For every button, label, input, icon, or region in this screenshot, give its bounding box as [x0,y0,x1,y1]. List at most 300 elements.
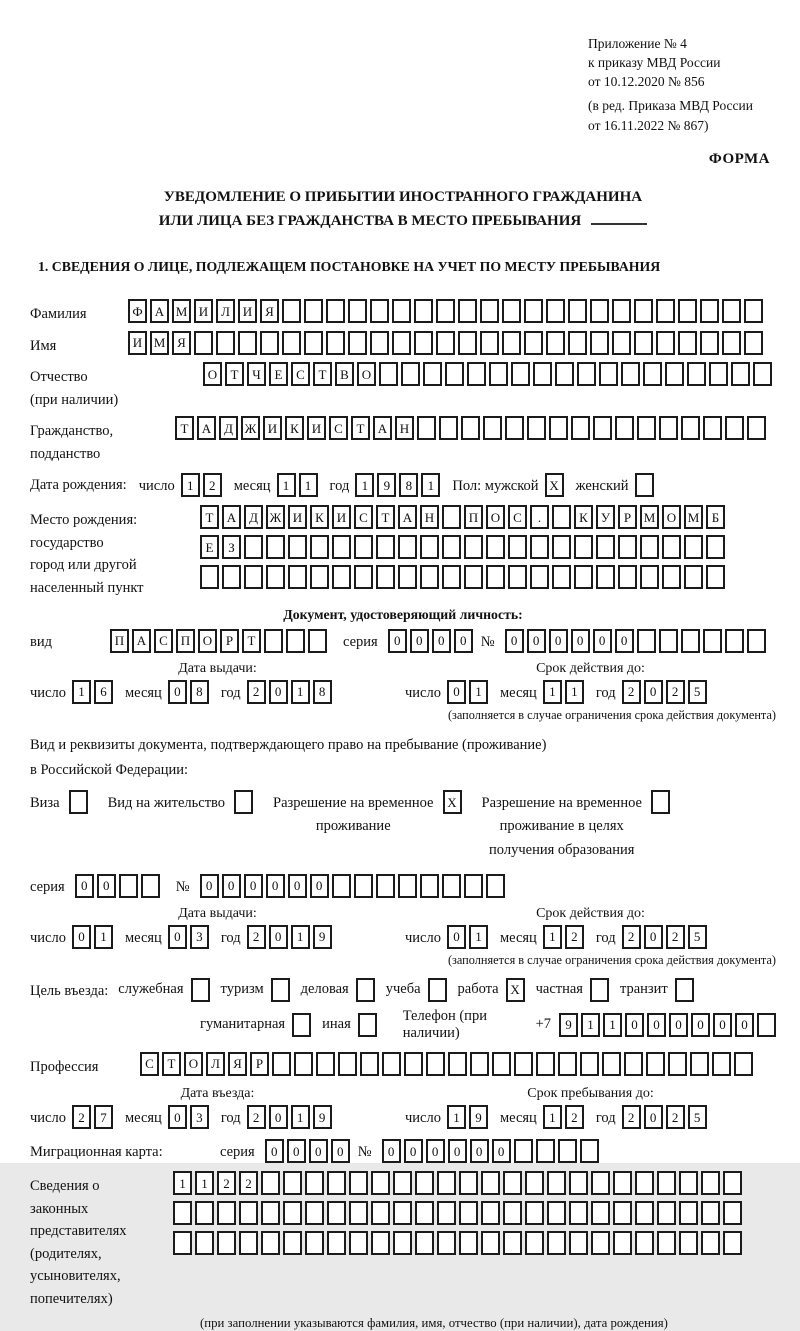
birth-place-cell[interactable]: Е [200,535,219,559]
entry-day-cell[interactable]: 2 [72,1105,91,1129]
legal-reps-cell[interactable] [591,1171,610,1195]
legal-reps-cell[interactable] [481,1201,500,1225]
birth-place-cell[interactable]: О [486,505,505,529]
birth-place-cell[interactable] [420,535,439,559]
legal-reps-cell[interactable] [723,1171,742,1195]
birth-place-cell[interactable] [332,535,351,559]
doc-issue-year-cell[interactable]: 1 [291,680,310,704]
legal-reps-cell[interactable] [327,1231,346,1255]
legal-reps-cell[interactable]: 2 [217,1171,236,1195]
birth-place-cell[interactable] [442,565,461,589]
legal-reps-cell[interactable] [635,1171,654,1195]
given-name-cell[interactable] [326,331,345,355]
patronymic-cell[interactable] [621,362,640,386]
entry-day-cell[interactable]: 7 [94,1105,113,1129]
legal-reps-cell[interactable] [569,1231,588,1255]
given-name-cell[interactable]: Я [172,331,191,355]
doc-number-cell[interactable] [659,629,678,653]
citizenship-cell[interactable] [703,416,722,440]
legal-reps-cell[interactable] [701,1171,720,1195]
stay-issue-year-cell[interactable]: 9 [313,925,332,949]
legal-reps-cell[interactable] [657,1201,676,1225]
legal-reps-cell[interactable] [679,1201,698,1225]
doc-number-cell[interactable] [747,629,766,653]
legal-reps-cell[interactable] [393,1201,412,1225]
surname-cell[interactable] [524,299,543,323]
stay-option-temporary-residence-checkbox[interactable]: X [443,790,462,814]
birth-place-cell[interactable] [420,565,439,589]
legal-reps-cell[interactable] [371,1201,390,1225]
surname-cell[interactable] [348,299,367,323]
surname-cell[interactable] [590,299,609,323]
migration-number-cell[interactable]: 0 [382,1139,401,1163]
legal-reps-cell[interactable] [591,1231,610,1255]
citizenship-cell[interactable] [593,416,612,440]
legal-reps-cell[interactable] [635,1201,654,1225]
legal-reps-cell[interactable] [679,1171,698,1195]
patronymic-cell[interactable] [445,362,464,386]
legal-reps-cell[interactable] [393,1231,412,1255]
surname-cell[interactable] [458,299,477,323]
phone-cell[interactable]: 0 [713,1013,732,1037]
surname-cell[interactable] [656,299,675,323]
stay-number-cell[interactable] [486,874,505,898]
patronymic-cell[interactable] [533,362,552,386]
patronymic-cell[interactable] [577,362,596,386]
patronymic-cell[interactable]: Ч [247,362,266,386]
citizenship-cell[interactable]: С [329,416,348,440]
purpose-option-checkbox[interactable] [358,1013,377,1037]
profession-cell[interactable] [536,1052,555,1076]
phone-cell[interactable]: 0 [735,1013,754,1037]
doc-kind-cell[interactable]: О [198,629,217,653]
birth-month-cell[interactable]: 1 [277,473,296,497]
legal-reps-cell[interactable] [503,1201,522,1225]
entry-year-cell[interactable]: 2 [247,1105,266,1129]
birth-place-cell[interactable] [222,565,241,589]
surname-cell[interactable] [678,299,697,323]
migration-number-cell[interactable]: 0 [426,1139,445,1163]
migration-number-cell[interactable] [536,1139,555,1163]
doc-number-cell[interactable] [637,629,656,653]
given-name-cell[interactable] [744,331,763,355]
birth-place-cell[interactable] [530,535,549,559]
profession-cell[interactable] [316,1052,335,1076]
entry-year-cell[interactable]: 0 [269,1105,288,1129]
citizenship-cell[interactable] [659,416,678,440]
birth-day-cell[interactable]: 2 [203,473,222,497]
stay-valid-year-cell[interactable]: 0 [644,925,663,949]
purpose-option-checkbox[interactable] [271,978,290,1002]
doc-valid-month-cell[interactable]: 1 [565,680,584,704]
stay-number-cell[interactable] [376,874,395,898]
stay-issue-year-cell[interactable]: 2 [247,925,266,949]
legal-reps-cell[interactable] [701,1201,720,1225]
citizenship-cell[interactable] [417,416,436,440]
birth-place-cell[interactable]: У [596,505,615,529]
legal-reps-cell[interactable] [525,1201,544,1225]
given-name-cell[interactable] [370,331,389,355]
given-name-cell[interactable] [414,331,433,355]
migration-series-cell[interactable]: 0 [287,1139,306,1163]
birth-place-cell[interactable] [596,565,615,589]
patronymic-cell[interactable] [599,362,618,386]
legal-reps-cell[interactable] [371,1171,390,1195]
stay-until-year-cell[interactable]: 2 [622,1105,641,1129]
birth-place-cell[interactable]: А [398,505,417,529]
patronymic-cell[interactable] [467,362,486,386]
stay-number-cell[interactable]: 0 [288,874,307,898]
phone-cell[interactable]: 0 [647,1013,666,1037]
legal-reps-cell[interactable] [305,1201,324,1225]
legal-reps-cell[interactable] [657,1171,676,1195]
birth-place-cell[interactable] [354,565,373,589]
purpose-option-checkbox[interactable] [356,978,375,1002]
stay-until-year-cell[interactable]: 5 [688,1105,707,1129]
profession-cell[interactable] [712,1052,731,1076]
birth-place-cell[interactable] [706,565,725,589]
birth-place-cell[interactable] [574,535,593,559]
legal-reps-cell[interactable]: 1 [195,1171,214,1195]
birth-place-cell[interactable]: Т [200,505,219,529]
doc-issue-month-cell[interactable]: 8 [190,680,209,704]
surname-cell[interactable]: М [172,299,191,323]
given-name-cell[interactable] [612,331,631,355]
citizenship-cell[interactable] [615,416,634,440]
birth-place-cell[interactable] [684,535,703,559]
legal-reps-cell[interactable] [547,1171,566,1195]
surname-cell[interactable] [700,299,719,323]
doc-issue-year-cell[interactable]: 0 [269,680,288,704]
legal-reps-cell[interactable] [349,1231,368,1255]
birth-place-cell[interactable] [706,535,725,559]
patronymic-cell[interactable] [511,362,530,386]
doc-issue-month-cell[interactable]: 0 [168,680,187,704]
citizenship-cell[interactable]: А [197,416,216,440]
stay-number-cell[interactable]: 0 [200,874,219,898]
birth-place-cell[interactable] [508,535,527,559]
legal-reps-cell[interactable] [195,1231,214,1255]
legal-reps-cell[interactable] [701,1231,720,1255]
legal-reps-cell[interactable] [437,1201,456,1225]
legal-reps-cell[interactable] [327,1201,346,1225]
patronymic-cell[interactable] [709,362,728,386]
birth-place-cell[interactable] [244,565,263,589]
birth-place-cell[interactable] [464,565,483,589]
birth-place-cell[interactable] [288,565,307,589]
doc-number-cell[interactable] [681,629,700,653]
birth-place-cell[interactable]: . [530,505,549,529]
migration-series-cell[interactable]: 0 [265,1139,284,1163]
doc-kind-cell[interactable]: Р [220,629,239,653]
surname-cell[interactable] [502,299,521,323]
patronymic-cell[interactable] [643,362,662,386]
doc-issue-year-cell[interactable]: 8 [313,680,332,704]
given-name-cell[interactable] [656,331,675,355]
gender-female-checkbox[interactable] [635,473,654,497]
birth-place-cell[interactable] [662,565,681,589]
patronymic-cell[interactable] [665,362,684,386]
birth-place-cell[interactable] [442,505,461,529]
phone-cell[interactable]: 9 [559,1013,578,1037]
doc-valid-year-cell[interactable]: 2 [622,680,641,704]
legal-reps-cell[interactable] [613,1201,632,1225]
legal-reps-cell[interactable] [173,1231,192,1255]
given-name-cell[interactable] [546,331,565,355]
stay-number-cell[interactable] [464,874,483,898]
given-name-cell[interactable] [678,331,697,355]
citizenship-cell[interactable]: Ж [241,416,260,440]
birth-place-cell[interactable] [618,565,637,589]
patronymic-cell[interactable]: С [291,362,310,386]
entry-year-cell[interactable]: 9 [313,1105,332,1129]
stay-number-cell[interactable]: 0 [266,874,285,898]
legal-reps-cell[interactable] [305,1231,324,1255]
birth-year-cell[interactable]: 9 [377,473,396,497]
given-name-cell[interactable] [216,331,235,355]
profession-cell[interactable] [382,1052,401,1076]
doc-issue-day-cell[interactable]: 6 [94,680,113,704]
stay-valid-month-cell[interactable]: 1 [543,925,562,949]
patronymic-cell[interactable] [489,362,508,386]
birth-place-cell[interactable] [288,535,307,559]
citizenship-cell[interactable] [571,416,590,440]
legal-reps-cell[interactable] [525,1231,544,1255]
legal-reps-cell[interactable] [635,1231,654,1255]
doc-valid-day-cell[interactable]: 1 [469,680,488,704]
birth-place-cell[interactable]: Т [376,505,395,529]
legal-reps-cell[interactable] [261,1201,280,1225]
birth-place-cell[interactable]: Б [706,505,725,529]
birth-place-cell[interactable] [486,535,505,559]
birth-place-cell[interactable]: С [354,505,373,529]
legal-reps-cell[interactable] [349,1171,368,1195]
doc-kind-cell[interactable] [286,629,305,653]
stay-number-cell[interactable] [354,874,373,898]
doc-kind-cell[interactable]: А [132,629,151,653]
legal-reps-cell[interactable]: 1 [173,1171,192,1195]
profession-cell[interactable] [294,1052,313,1076]
citizenship-cell[interactable]: Н [395,416,414,440]
legal-reps-cell[interactable] [679,1231,698,1255]
profession-cell[interactable]: Т [162,1052,181,1076]
stay-until-day-cell[interactable]: 9 [469,1105,488,1129]
stay-option-residence-permit-checkbox[interactable] [234,790,253,814]
profession-cell[interactable] [272,1052,291,1076]
profession-cell[interactable] [492,1052,511,1076]
birth-place-cell[interactable]: И [332,505,351,529]
surname-cell[interactable]: И [238,299,257,323]
birth-place-cell[interactable] [200,565,219,589]
patronymic-cell[interactable] [423,362,442,386]
legal-reps-cell[interactable] [723,1201,742,1225]
given-name-cell[interactable] [524,331,543,355]
birth-place-cell[interactable] [442,535,461,559]
birth-place-cell[interactable] [266,565,285,589]
birth-place-cell[interactable]: К [574,505,593,529]
birth-place-cell[interactable] [376,535,395,559]
entry-month-cell[interactable]: 0 [168,1105,187,1129]
citizenship-cell[interactable]: К [285,416,304,440]
doc-number-cell[interactable]: 0 [527,629,546,653]
birth-month-cell[interactable]: 1 [299,473,318,497]
birth-place-cell[interactable] [332,565,351,589]
patronymic-cell[interactable]: Т [313,362,332,386]
legal-reps-cell[interactable] [217,1201,236,1225]
given-name-cell[interactable] [194,331,213,355]
given-name-cell[interactable] [304,331,323,355]
birth-place-cell[interactable] [684,565,703,589]
stay-series-cell[interactable]: 0 [75,874,94,898]
surname-cell[interactable] [480,299,499,323]
given-name-cell[interactable] [480,331,499,355]
legal-reps-cell[interactable] [591,1201,610,1225]
doc-series-cell[interactable]: 0 [410,629,429,653]
migration-series-cell[interactable]: 0 [309,1139,328,1163]
doc-series-cell[interactable]: 0 [388,629,407,653]
surname-cell[interactable]: И [194,299,213,323]
profession-cell[interactable] [624,1052,643,1076]
purpose-option-checkbox[interactable]: X [506,978,525,1002]
doc-kind-cell[interactable]: П [176,629,195,653]
legal-reps-cell[interactable] [261,1171,280,1195]
legal-reps-cell[interactable] [459,1201,478,1225]
surname-cell[interactable]: Ф [128,299,147,323]
birth-place-cell[interactable]: А [222,505,241,529]
legal-reps-cell[interactable] [283,1171,302,1195]
birth-place-cell[interactable] [662,535,681,559]
migration-series-cell[interactable]: 0 [331,1139,350,1163]
stay-number-cell[interactable] [442,874,461,898]
legal-reps-cell[interactable] [195,1201,214,1225]
surname-cell[interactable] [370,299,389,323]
legal-reps-cell[interactable] [327,1171,346,1195]
given-name-cell[interactable]: М [150,331,169,355]
birth-place-cell[interactable]: Р [618,505,637,529]
patronymic-cell[interactable] [379,362,398,386]
citizenship-cell[interactable] [461,416,480,440]
profession-cell[interactable]: С [140,1052,159,1076]
citizenship-cell[interactable]: Д [219,416,238,440]
given-name-cell[interactable] [458,331,477,355]
profession-cell[interactable]: Я [228,1052,247,1076]
stay-series-cell[interactable] [141,874,160,898]
legal-reps-cell[interactable] [481,1171,500,1195]
doc-kind-cell[interactable]: П [110,629,129,653]
doc-valid-year-cell[interactable]: 0 [644,680,663,704]
phone-cell[interactable]: 1 [581,1013,600,1037]
patronymic-cell[interactable]: В [335,362,354,386]
entry-year-cell[interactable]: 1 [291,1105,310,1129]
migration-number-cell[interactable]: 0 [492,1139,511,1163]
legal-reps-cell[interactable] [613,1171,632,1195]
stay-issue-day-cell[interactable]: 0 [72,925,91,949]
surname-cell[interactable] [722,299,741,323]
birth-place-cell[interactable] [508,565,527,589]
legal-reps-cell[interactable] [217,1231,236,1255]
legal-reps-cell[interactable]: 2 [239,1171,258,1195]
profession-cell[interactable] [338,1052,357,1076]
birth-place-cell[interactable]: Н [420,505,439,529]
birth-place-cell[interactable]: К [310,505,329,529]
legal-reps-cell[interactable] [459,1231,478,1255]
birth-place-cell[interactable] [530,565,549,589]
birth-place-cell[interactable] [398,565,417,589]
legal-reps-cell[interactable] [437,1231,456,1255]
surname-cell[interactable] [414,299,433,323]
profession-cell[interactable] [514,1052,533,1076]
stay-series-cell[interactable] [119,874,138,898]
purpose-option-checkbox[interactable] [675,978,694,1002]
doc-kind-cell[interactable] [308,629,327,653]
birth-place-cell[interactable] [486,565,505,589]
birth-year-cell[interactable]: 8 [399,473,418,497]
doc-valid-day-cell[interactable]: 0 [447,680,466,704]
surname-cell[interactable] [744,299,763,323]
citizenship-cell[interactable] [439,416,458,440]
given-name-cell[interactable] [590,331,609,355]
stay-number-cell[interactable]: 0 [244,874,263,898]
stay-until-year-cell[interactable]: 2 [666,1105,685,1129]
birth-place-cell[interactable] [398,535,417,559]
entry-month-cell[interactable]: 3 [190,1105,209,1129]
citizenship-cell[interactable] [725,416,744,440]
doc-number-cell[interactable]: 0 [505,629,524,653]
citizenship-cell[interactable] [505,416,524,440]
surname-cell[interactable] [436,299,455,323]
birth-place-cell[interactable] [376,565,395,589]
birth-place-cell[interactable]: М [640,505,659,529]
stay-valid-month-cell[interactable]: 2 [565,925,584,949]
profession-cell[interactable] [404,1052,423,1076]
birth-place-cell[interactable] [310,535,329,559]
legal-reps-cell[interactable] [283,1231,302,1255]
purpose-option-checkbox[interactable] [590,978,609,1002]
profession-cell[interactable]: О [184,1052,203,1076]
phone-cell[interactable]: 0 [625,1013,644,1037]
stay-valid-day-cell[interactable]: 1 [469,925,488,949]
legal-reps-cell[interactable] [613,1231,632,1255]
birth-place-cell[interactable] [552,565,571,589]
stay-until-year-cell[interactable]: 0 [644,1105,663,1129]
given-name-cell[interactable] [634,331,653,355]
given-name-cell[interactable] [392,331,411,355]
doc-kind-cell[interactable]: Т [242,629,261,653]
profession-cell[interactable] [602,1052,621,1076]
legal-reps-cell[interactable] [173,1201,192,1225]
stay-valid-year-cell[interactable]: 5 [688,925,707,949]
patronymic-cell[interactable] [687,362,706,386]
birth-place-cell[interactable] [640,535,659,559]
citizenship-cell[interactable]: Т [175,416,194,440]
birth-place-cell[interactable]: О [662,505,681,529]
birth-place-cell[interactable] [574,565,593,589]
legal-reps-cell[interactable] [415,1231,434,1255]
profession-cell[interactable] [360,1052,379,1076]
profession-cell[interactable] [690,1052,709,1076]
legal-reps-cell[interactable] [723,1231,742,1255]
legal-reps-cell[interactable] [261,1231,280,1255]
given-name-cell[interactable] [436,331,455,355]
citizenship-cell[interactable]: А [373,416,392,440]
stay-number-cell[interactable] [420,874,439,898]
doc-number-cell[interactable] [725,629,744,653]
legal-reps-cell[interactable] [503,1171,522,1195]
birth-place-cell[interactable]: М [684,505,703,529]
legal-reps-cell[interactable] [525,1171,544,1195]
stay-valid-day-cell[interactable]: 0 [447,925,466,949]
surname-cell[interactable]: Л [216,299,235,323]
